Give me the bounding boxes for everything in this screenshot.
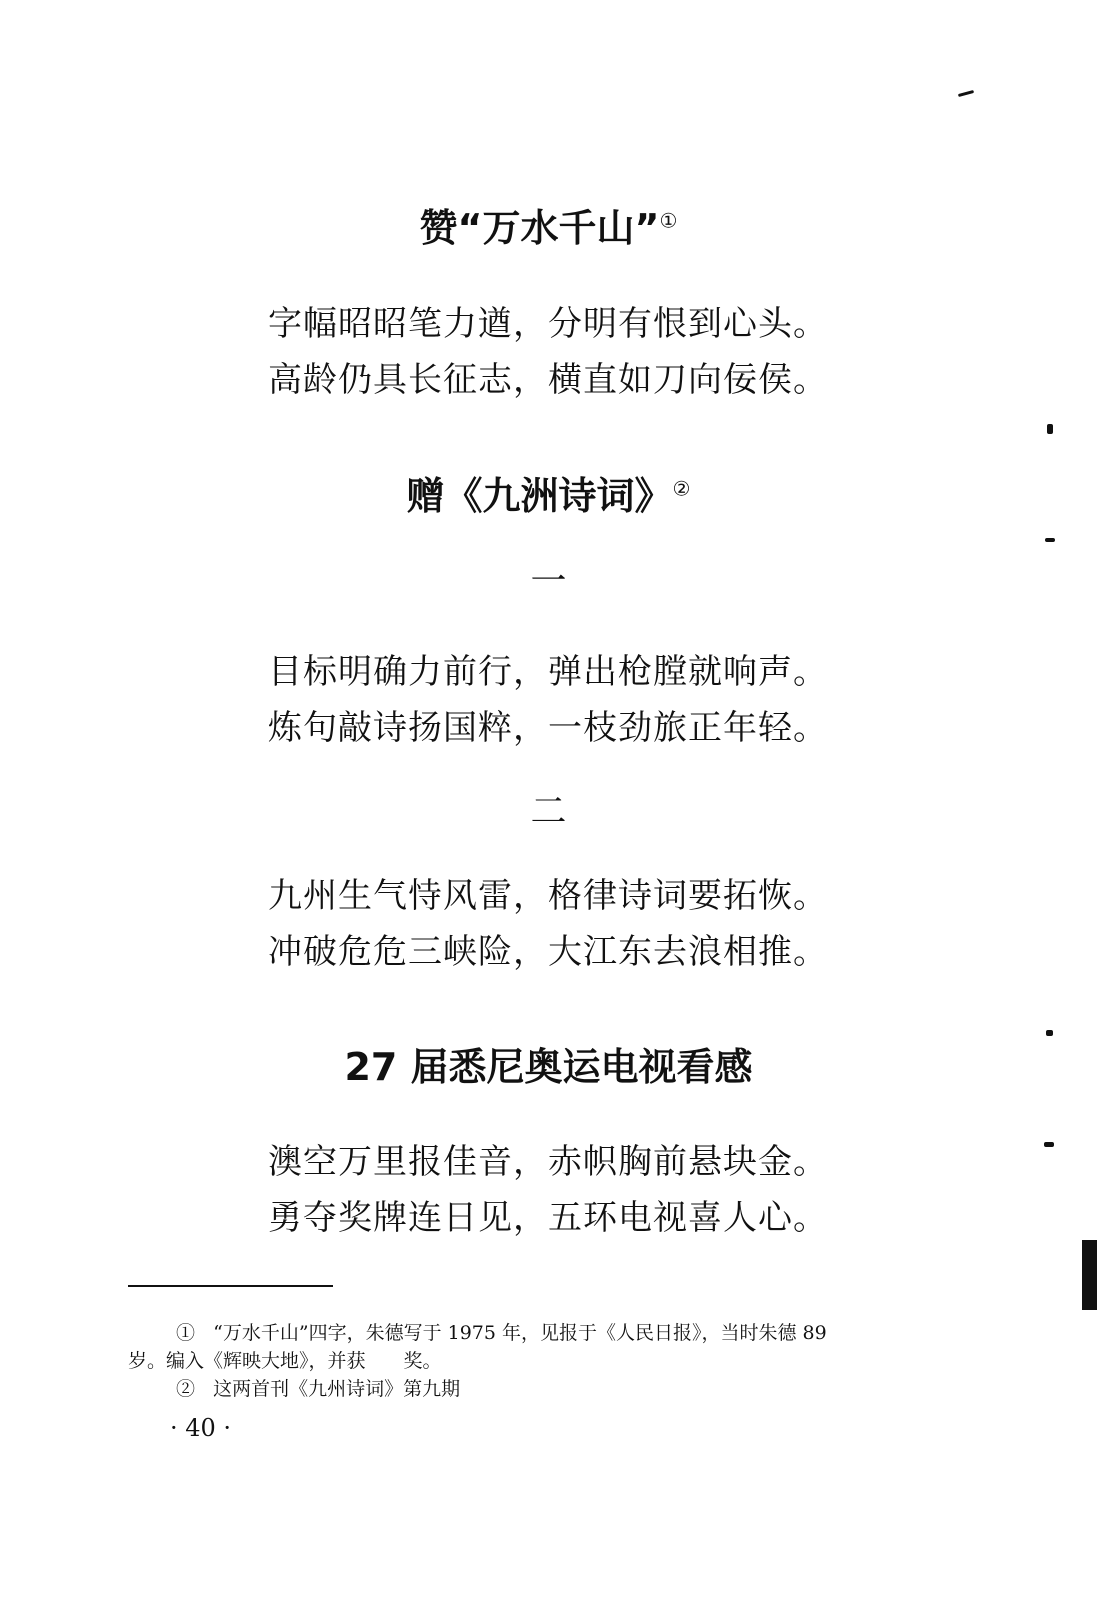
poem-2-part-2-line-1: 九州生气恃风雷，格律诗词要拓恢。 xyxy=(268,876,828,916)
poem-2-title-text: 赠《九洲诗词》 xyxy=(406,474,673,518)
poem-3-line-2: 勇夺奖牌连日见，五环电视喜人心。 xyxy=(268,1198,828,1238)
footnote-1-text-1: “万水千山”四字，朱德写于 1975 年，见报于《人民日报》，当时朱德 89 xyxy=(213,1322,827,1344)
scan-mark xyxy=(1047,424,1053,434)
poem-3-line-1: 澳空万里报佳音，赤帜胸前悬块金。 xyxy=(268,1142,828,1182)
poem-2-title xyxy=(0,474,1097,518)
poem-1-line-2: 高龄仍具长征志，横直如刀向佞侯。 xyxy=(268,360,828,400)
footnote-2 xyxy=(176,1376,460,1402)
scan-mark xyxy=(1046,1030,1053,1036)
footnote-1-mark: ① xyxy=(176,1322,196,1344)
scan-edge-bar xyxy=(1082,1240,1097,1310)
scan-mark xyxy=(1045,538,1055,542)
page-number: · 40 · xyxy=(170,1414,232,1442)
footnote-2-text: 这两首刊《九州诗词》第九期 xyxy=(213,1378,461,1400)
footnote-1-line-1 xyxy=(176,1320,827,1346)
footnote-ref-2: ② xyxy=(672,476,691,501)
poem-2-part-2-number: 二 xyxy=(530,791,567,832)
poem-1-line-1: 字幅昭昭笔力遒，分明有恨到心头。 xyxy=(268,304,828,344)
footnote-1-line-2: 岁。编入《辉映大地》，并获 奖。 xyxy=(128,1350,442,1372)
poem-1-title-text: 赞“万水千山” xyxy=(419,206,660,250)
poem-3-title: 27 届悉尼奥运电视看感 xyxy=(344,1045,753,1089)
scan-mark xyxy=(1044,1142,1054,1147)
poem-1-title xyxy=(0,206,1097,250)
poem-2-part-1-line-1: 目标明确力前行，弹出枪膛就响声。 xyxy=(268,652,828,692)
footnote-ref-1: ① xyxy=(659,208,678,233)
footnote-divider xyxy=(128,1285,333,1287)
footnote-2-mark: ② xyxy=(176,1378,196,1400)
poem-2-part-1-number: 一 xyxy=(530,561,567,602)
scan-mark xyxy=(958,90,974,97)
poem-2-part-2-line-2: 冲破危危三峡险，大江东去浪相推。 xyxy=(268,932,828,972)
poem-2-part-1-line-2: 炼句敲诗扬国粹，一枝劲旅正年轻。 xyxy=(268,708,828,748)
